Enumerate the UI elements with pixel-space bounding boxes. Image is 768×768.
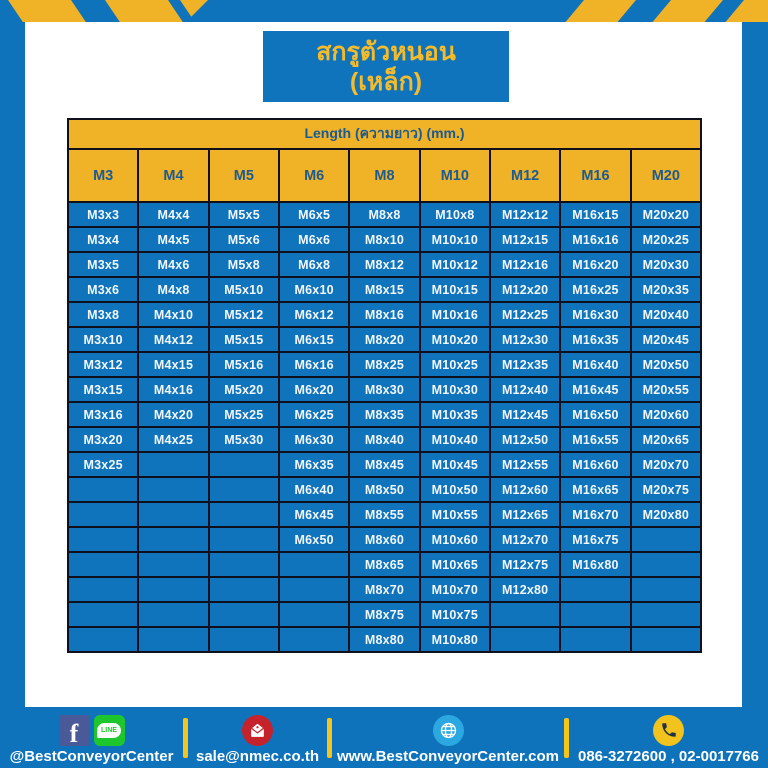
size-cell: M10x60 — [420, 527, 490, 552]
table-row — [68, 302, 701, 327]
size-cell: M10x45 — [420, 452, 490, 477]
size-cell: M20x40 — [631, 302, 701, 327]
size-cell: M4x4 — [138, 202, 208, 227]
table-row — [68, 602, 701, 627]
empty-cell — [138, 452, 208, 477]
size-cell: M12x12 — [490, 202, 560, 227]
size-cell: M20x60 — [631, 402, 701, 427]
empty-cell — [68, 502, 138, 527]
size-cell: M4x6 — [138, 252, 208, 277]
size-cell: M6x10 — [279, 277, 349, 302]
size-cell: M16x80 — [560, 552, 630, 577]
size-cell: M8x20 — [349, 327, 419, 352]
size-cell: M3x10 — [68, 327, 138, 352]
size-cell: M3x25 — [68, 452, 138, 477]
size-cell: M4x10 — [138, 302, 208, 327]
size-cell: M3x6 — [68, 277, 138, 302]
size-cell: M10x20 — [420, 327, 490, 352]
column-header-m4: M4 — [138, 149, 208, 202]
size-cell: M12x25 — [490, 302, 560, 327]
size-cell: M5x25 — [209, 402, 279, 427]
empty-cell — [209, 627, 279, 652]
size-cell: M5x16 — [209, 352, 279, 377]
size-cell: M8x60 — [349, 527, 419, 552]
size-cell: M6x5 — [279, 202, 349, 227]
size-cell: M12x35 — [490, 352, 560, 377]
screw-size-table — [67, 118, 702, 653]
empty-cell — [209, 577, 279, 602]
line-app-icon — [94, 715, 125, 746]
size-cell: M6x20 — [279, 377, 349, 402]
empty-cell — [68, 527, 138, 552]
size-cell: M20x35 — [631, 277, 701, 302]
table-row — [68, 452, 701, 477]
empty-cell — [138, 627, 208, 652]
column-header-m8: M8 — [349, 149, 419, 202]
column-header-m6: M6 — [279, 149, 349, 202]
size-cell: M20x25 — [631, 227, 701, 252]
hazard-stripe — [180, 0, 258, 22]
size-cell: M10x70 — [420, 577, 490, 602]
size-cell: M8x12 — [349, 252, 419, 277]
empty-cell — [68, 602, 138, 627]
size-cell: M12x16 — [490, 252, 560, 277]
top-hazard-band — [0, 0, 768, 22]
size-cell: M16x30 — [560, 302, 630, 327]
table-row — [68, 377, 701, 402]
hazard-stripe — [653, 0, 723, 22]
size-cell: M8x30 — [349, 377, 419, 402]
footer-email-section — [188, 707, 327, 768]
size-cell: M10x50 — [420, 477, 490, 502]
size-cell: M20x55 — [631, 377, 701, 402]
size-cell: M3x12 — [68, 352, 138, 377]
size-cell: M3x4 — [68, 227, 138, 252]
size-cell: M6x35 — [279, 452, 349, 477]
size-cell: M8x40 — [349, 427, 419, 452]
empty-cell — [560, 577, 630, 602]
size-cell: M6x40 — [279, 477, 349, 502]
size-cell: M16x55 — [560, 427, 630, 452]
empty-cell — [631, 552, 701, 577]
column-header-m5: M5 — [209, 149, 279, 202]
size-cell: M16x15 — [560, 202, 630, 227]
size-cell: M5x30 — [209, 427, 279, 452]
size-cell: M20x50 — [631, 352, 701, 377]
empty-cell — [209, 477, 279, 502]
column-header-m10: M10 — [420, 149, 490, 202]
social-handle: @BestConveyorCenter — [9, 748, 174, 765]
size-cell: M3x16 — [68, 402, 138, 427]
empty-cell — [138, 577, 208, 602]
footer-website-section — [332, 707, 564, 768]
empty-cell — [279, 602, 349, 627]
size-cell: M12x75 — [490, 552, 560, 577]
size-cell: M16x75 — [560, 527, 630, 552]
table-row — [68, 202, 701, 227]
table-row — [68, 627, 701, 652]
size-cell: M4x8 — [138, 277, 208, 302]
size-cell: M8x50 — [349, 477, 419, 502]
table-row — [68, 552, 701, 577]
size-cell: M10x40 — [420, 427, 490, 452]
size-cell: M8x80 — [349, 627, 419, 652]
size-cell: M10x75 — [420, 602, 490, 627]
empty-cell — [631, 577, 701, 602]
empty-cell — [560, 602, 630, 627]
size-cell: M10x80 — [420, 627, 490, 652]
empty-cell — [68, 552, 138, 577]
size-cell: M8x10 — [349, 227, 419, 252]
size-cell: M10x16 — [420, 302, 490, 327]
size-cell: M8x70 — [349, 577, 419, 602]
size-cell: M3x5 — [68, 252, 138, 277]
size-cell: M6x45 — [279, 502, 349, 527]
empty-cell — [631, 627, 701, 652]
table-row — [68, 277, 701, 302]
empty-cell — [138, 477, 208, 502]
table-row — [68, 427, 701, 452]
column-header-m3: M3 — [68, 149, 138, 202]
size-cell: M12x70 — [490, 527, 560, 552]
size-cell: M6x25 — [279, 402, 349, 427]
empty-cell — [490, 627, 560, 652]
size-cell: M8x45 — [349, 452, 419, 477]
size-cell: M20x20 — [631, 202, 701, 227]
page-title — [263, 31, 509, 102]
hazard-stripe — [8, 0, 86, 22]
size-cell: M6x12 — [279, 302, 349, 327]
size-cell: M16x40 — [560, 352, 630, 377]
size-cell: M6x15 — [279, 327, 349, 352]
size-cell: M3x8 — [68, 302, 138, 327]
empty-cell — [68, 627, 138, 652]
empty-cell — [490, 602, 560, 627]
table-row — [68, 477, 701, 502]
size-cell: M5x8 — [209, 252, 279, 277]
hazard-stripes-right — [558, 0, 768, 22]
size-cell: M10x30 — [420, 377, 490, 402]
empty-cell — [209, 602, 279, 627]
empty-cell — [209, 552, 279, 577]
empty-cell — [138, 602, 208, 627]
phone-icon — [653, 715, 684, 746]
size-cell: M10x10 — [420, 227, 490, 252]
size-cell: M12x60 — [490, 477, 560, 502]
size-cell: M20x65 — [631, 427, 701, 452]
length-header: Length (ความยาว) (mm.) — [68, 119, 701, 149]
size-cell: M4x20 — [138, 402, 208, 427]
size-cell: M3x15 — [68, 377, 138, 402]
empty-cell — [209, 502, 279, 527]
size-cell: M10x65 — [420, 552, 490, 577]
right-border-strip — [742, 0, 768, 708]
column-header-m12: M12 — [490, 149, 560, 202]
table-row — [68, 577, 701, 602]
size-cell: M10x55 — [420, 502, 490, 527]
empty-cell — [209, 527, 279, 552]
size-cell: M20x45 — [631, 327, 701, 352]
size-cell: M8x16 — [349, 302, 419, 327]
size-cell: M5x15 — [209, 327, 279, 352]
size-cell: M20x30 — [631, 252, 701, 277]
size-cell: M3x20 — [68, 427, 138, 452]
email-address: sale@nmec.co.th — [195, 748, 319, 765]
empty-cell — [279, 577, 349, 602]
left-border-strip — [0, 0, 25, 708]
table-row — [68, 352, 701, 377]
size-cell: M6x6 — [279, 227, 349, 252]
size-cell: M20x70 — [631, 452, 701, 477]
size-cell: M16x65 — [560, 477, 630, 502]
size-cell: M12x40 — [490, 377, 560, 402]
size-cell: M10x35 — [420, 402, 490, 427]
size-cell: M8x25 — [349, 352, 419, 377]
phone-numbers: 086-3272600 , 02-0017766 — [578, 748, 759, 765]
size-cell: M4x5 — [138, 227, 208, 252]
size-cell: M20x80 — [631, 502, 701, 527]
empty-cell — [138, 527, 208, 552]
size-cell: M4x12 — [138, 327, 208, 352]
size-cell: M6x30 — [279, 427, 349, 452]
facebook-icon: f — [59, 715, 90, 746]
size-cell: M12x55 — [490, 452, 560, 477]
empty-cell — [209, 452, 279, 477]
column-header-m20: M20 — [631, 149, 701, 202]
table-row — [68, 252, 701, 277]
size-cell: M16x60 — [560, 452, 630, 477]
size-table-wrap — [67, 118, 702, 653]
size-cell: M12x80 — [490, 577, 560, 602]
size-cell: M12x30 — [490, 327, 560, 352]
size-cell: M5x6 — [209, 227, 279, 252]
size-cell: M12x65 — [490, 502, 560, 527]
column-header-row — [68, 149, 701, 202]
hazard-stripes-left — [0, 0, 215, 22]
size-cell: M6x8 — [279, 252, 349, 277]
size-cell: M5x10 — [209, 277, 279, 302]
title-line-1: สกรูตัวหนอน — [316, 37, 456, 66]
empty-cell — [68, 477, 138, 502]
size-cell: M16x45 — [560, 377, 630, 402]
size-cell: M4x15 — [138, 352, 208, 377]
hazard-stripe — [566, 0, 636, 22]
empty-cell — [279, 552, 349, 577]
empty-cell — [68, 577, 138, 602]
size-cell: M8x8 — [349, 202, 419, 227]
size-table-body — [68, 202, 701, 652]
size-cell: M16x50 — [560, 402, 630, 427]
empty-cell — [560, 627, 630, 652]
size-cell: M8x55 — [349, 502, 419, 527]
empty-cell — [138, 552, 208, 577]
size-cell: M10x25 — [420, 352, 490, 377]
size-cell: M16x35 — [560, 327, 630, 352]
size-cell: M8x35 — [349, 402, 419, 427]
footer-social-section — [0, 707, 183, 768]
table-row — [68, 527, 701, 552]
size-cell: M12x15 — [490, 227, 560, 252]
contact-footer — [0, 707, 768, 768]
size-cell: M8x65 — [349, 552, 419, 577]
size-cell: M12x20 — [490, 277, 560, 302]
length-header-row — [68, 119, 701, 149]
size-cell: M5x12 — [209, 302, 279, 327]
size-cell: M10x12 — [420, 252, 490, 277]
column-header-m16: M16 — [560, 149, 630, 202]
size-cell: M8x15 — [349, 277, 419, 302]
size-cell: M6x50 — [279, 527, 349, 552]
size-cell: M20x75 — [631, 477, 701, 502]
globe-icon — [433, 715, 464, 746]
size-cell: M8x75 — [349, 602, 419, 627]
size-cell: M12x50 — [490, 427, 560, 452]
size-cell: M16x25 — [560, 277, 630, 302]
table-row — [68, 327, 701, 352]
empty-cell — [138, 502, 208, 527]
size-cell: M16x70 — [560, 502, 630, 527]
size-cell: M16x16 — [560, 227, 630, 252]
size-cell: M5x5 — [209, 202, 279, 227]
table-row — [68, 502, 701, 527]
empty-cell — [631, 602, 701, 627]
line-badge-text: LINE — [97, 723, 121, 738]
table-row — [68, 227, 701, 252]
size-cell: M16x20 — [560, 252, 630, 277]
website-url: www.BestConveyorCenter.com — [336, 748, 559, 765]
empty-cell — [631, 527, 701, 552]
size-cell: M4x16 — [138, 377, 208, 402]
size-cell: M3x3 — [68, 202, 138, 227]
size-cell: M6x16 — [279, 352, 349, 377]
title-line-2: (เหล็ก) — [349, 67, 423, 96]
email-icon — [242, 715, 273, 746]
size-cell: M10x8 — [420, 202, 490, 227]
footer-phone-section — [569, 707, 768, 768]
hazard-stripe — [105, 0, 183, 22]
size-cell: M12x45 — [490, 402, 560, 427]
hazard-stripe — [726, 0, 768, 22]
size-cell: M4x25 — [138, 427, 208, 452]
size-cell: M5x20 — [209, 377, 279, 402]
table-row — [68, 402, 701, 427]
size-cell: M10x15 — [420, 277, 490, 302]
empty-cell — [279, 627, 349, 652]
